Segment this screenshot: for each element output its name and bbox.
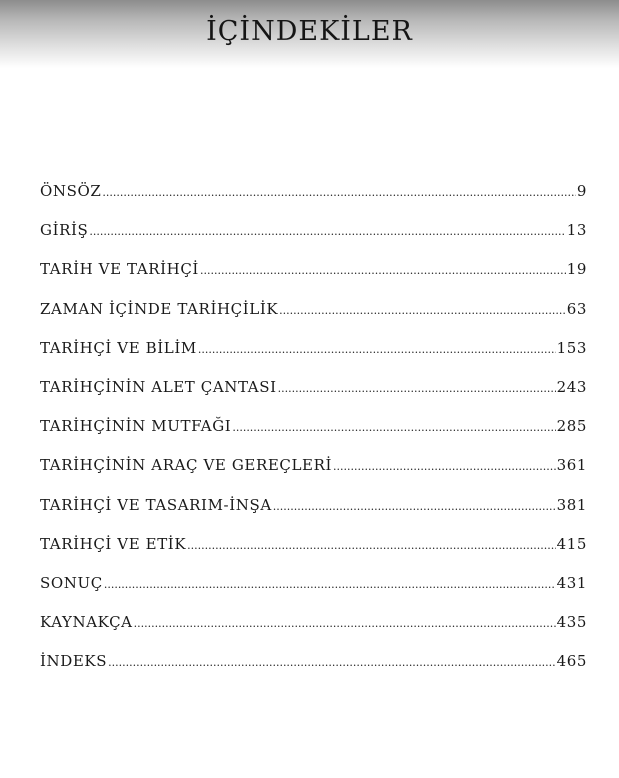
toc-entry-page: 465: [556, 652, 587, 671]
toc-entry[interactable]: [40, 535, 587, 574]
toc-entry-label: TARİHÇİ VE BİLİM: [40, 338, 197, 357]
dot-leader: [279, 304, 566, 317]
toc-entry-page: 381: [556, 495, 587, 514]
toc-entry-label: TARİH VE TARİHÇİ: [40, 260, 199, 279]
toc-entry-page: 431: [556, 573, 587, 592]
toc-entry-page: 435: [556, 613, 587, 632]
toc-entry[interactable]: [40, 456, 587, 495]
toc-entry[interactable]: [40, 613, 587, 652]
dot-leader: [104, 578, 556, 591]
toc-entry[interactable]: [40, 260, 587, 299]
dot-leader: [198, 343, 556, 356]
dot-leader: [333, 460, 556, 473]
toc-entry[interactable]: [40, 652, 587, 691]
page-title: İÇİNDEKİLER: [206, 16, 413, 47]
toc-entry-page: 13: [566, 221, 587, 240]
dot-leader: [89, 225, 565, 238]
toc-entry-label: ZAMAN İÇİNDE TARİHÇİLİK: [40, 299, 279, 318]
toc-entry-page: 19: [566, 260, 587, 279]
dot-leader: [232, 421, 555, 434]
toc-entry-label: GİRİŞ: [40, 221, 89, 240]
dot-leader: [200, 264, 566, 277]
dot-leader: [102, 186, 575, 199]
toc-entry-label: TARİHÇİNİN ARAÇ VE GEREÇLERİ: [40, 456, 332, 475]
toc-entry[interactable]: [40, 378, 587, 417]
toc-entry-page: 415: [556, 534, 587, 553]
dot-leader: [273, 500, 556, 513]
table-of-contents: [40, 182, 587, 691]
toc-entry-page: 361: [556, 456, 587, 475]
toc-entry[interactable]: [40, 221, 587, 260]
toc-entry-label: SONUÇ: [40, 573, 103, 592]
toc-entry-page: 285: [556, 417, 587, 436]
toc-entry[interactable]: [40, 339, 587, 378]
dot-leader: [187, 539, 555, 552]
toc-entry-label: KAYNAKÇA: [40, 613, 133, 632]
toc-entry-label: TARİHÇİNİN MUTFAĞI: [40, 417, 232, 436]
toc-entry[interactable]: [40, 496, 587, 535]
toc-entry[interactable]: [40, 182, 587, 221]
toc-entry-label: TARİHÇİ VE TASARIM-İNŞA: [40, 495, 272, 514]
toc-entry-label: ÖNSÖZ: [40, 182, 102, 200]
dot-leader: [108, 656, 555, 669]
toc-entry-page: 63: [566, 299, 587, 318]
toc-entry-page: 243: [556, 377, 587, 396]
toc-entry-label: TARİHÇİNİN ALET ÇANTASI: [40, 377, 277, 396]
toc-entry[interactable]: [40, 300, 587, 339]
toc-entry-page: 153: [556, 338, 587, 357]
toc-entry-label: İNDEKS: [40, 652, 108, 671]
toc-entry[interactable]: [40, 574, 587, 613]
toc-entry-label: TARİHÇİ VE ETİK: [40, 534, 187, 553]
toc-entry[interactable]: [40, 417, 587, 456]
dot-leader: [134, 617, 556, 630]
dot-leader: [278, 382, 556, 395]
toc-entry-page: 9: [576, 182, 587, 200]
